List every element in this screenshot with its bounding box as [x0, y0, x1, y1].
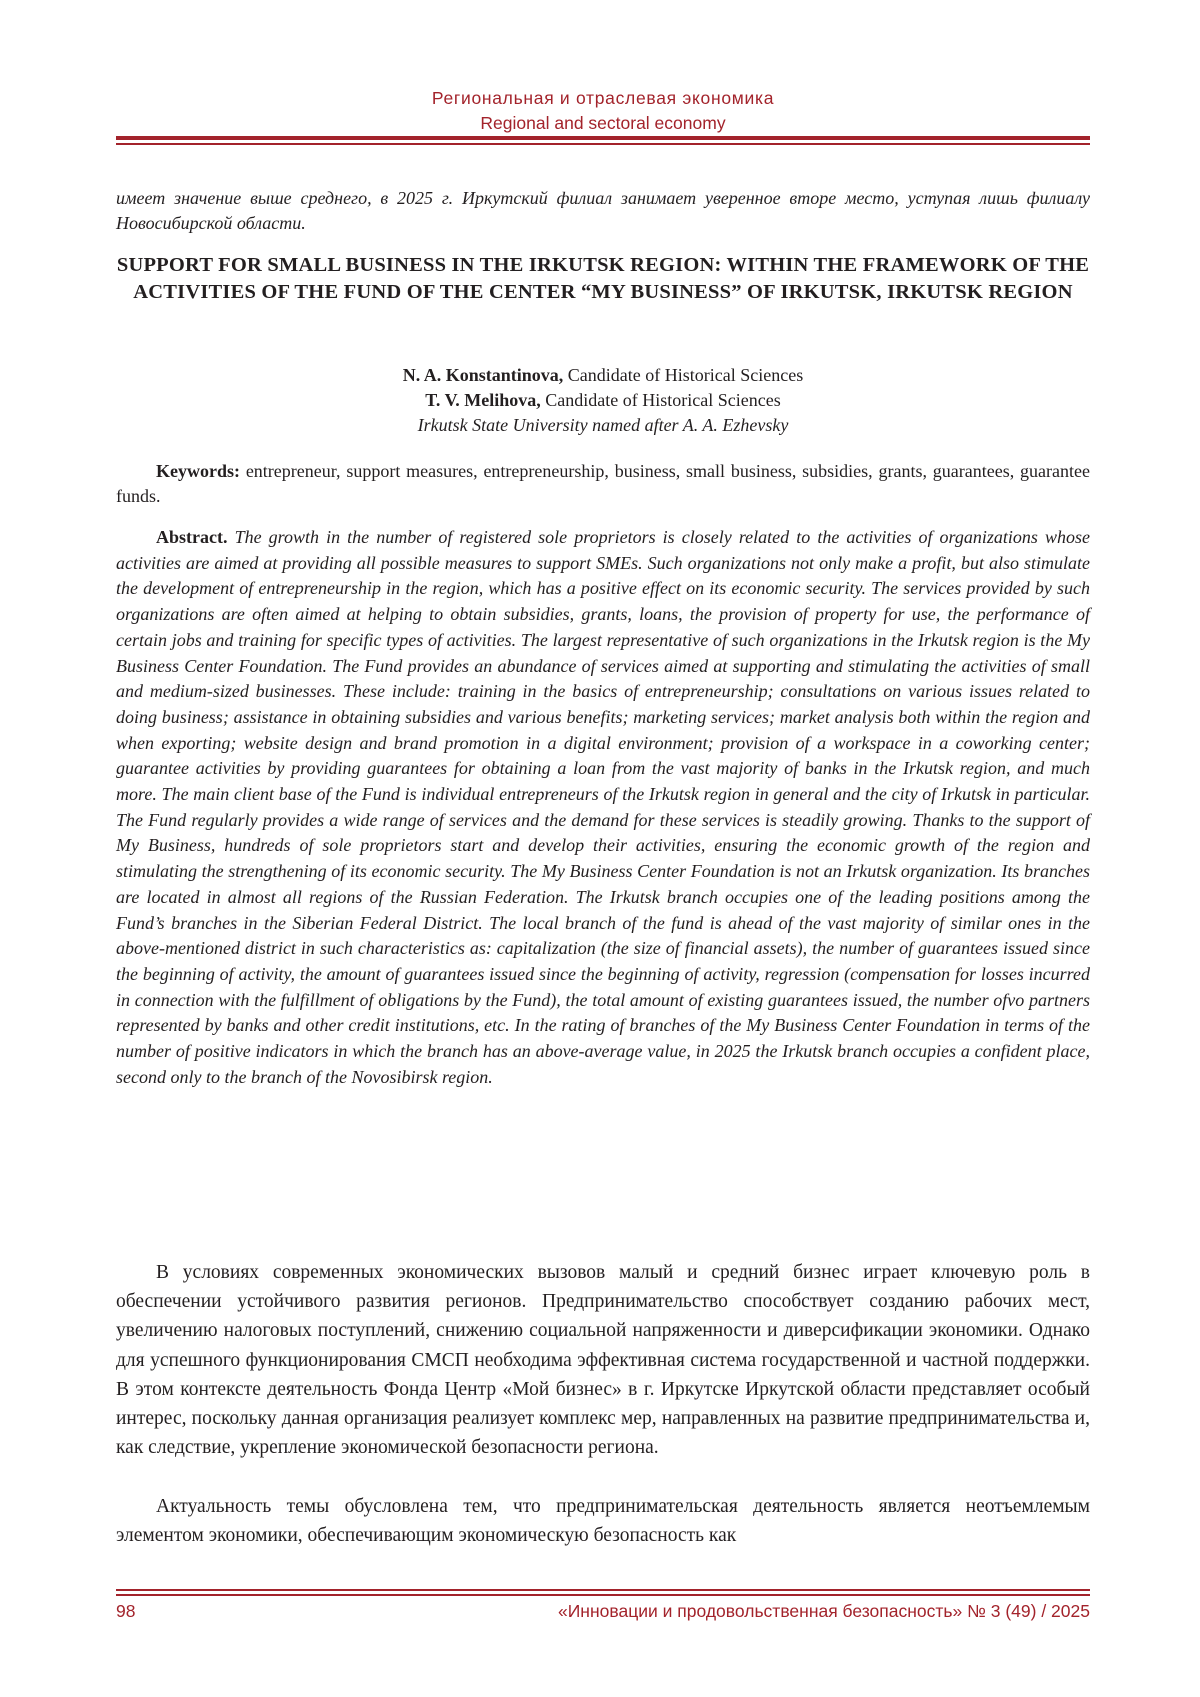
abstract-label: Abstract. — [156, 527, 228, 547]
author-degree: Candidate of Historical Sciences — [563, 365, 804, 385]
running-header-en: Regional and sectoral economy — [480, 113, 726, 133]
keywords-text: entrepreneur, support measures, entrepreneurship, business, small business, subsidies, grants, guarantees, guarantee funds. — [116, 461, 1090, 506]
previous-article-ending: имеет значение выше среднего, в 2025 г. Иркутский филиал занимает уверенное вторе место, уступая лишь филиалу Новосибирской области. — [116, 188, 1090, 233]
author-degree: Candidate of Historical Sciences — [540, 390, 781, 410]
abstract — [116, 525, 1090, 1090]
article-title: SUPPORT FOR SMALL BUSINESS IN THE IRKUTSK REGION: WITHIN THE FRAMEWORK OF THE ACTIVITIES OF THE FUND OF THE CENTER “MY BUSINESS” OF IRKUTSK, IRKUTSK REGION — [116, 254, 1090, 303]
footer-rule-bottom — [116, 1594, 1090, 1596]
author-line — [116, 388, 1090, 413]
running-header-ru: Региональная и отраслевая экономика — [431, 88, 775, 108]
page-number: 98 — [116, 1601, 136, 1621]
abstract-text: The growth in the number of registered sole proprietors is closely related to the activities of organizations whose activities are aimed at providing all possible measures to support SMEs. Such organizations not only make a profit, but also stimulate the development of entrepreneurship in the region, which has a positive effect on its economic security. The services provided by such organizations are often aimed at helping to obtain subsidies, grants, loans, the provision of property for use, the performance of certain jobs and training for specific types of activities. The largest representative of such organizations in the Irkutsk region is the My Business Center Foundation. The Fund provides an abundance of services aimed at supporting and stimulating the activities of small and medium-sized businesses. These include: training in the basics of entrepreneurship; consultations on various issues related to doing business; assistance in obtaining subsidies and various benefits; marketing services; market analysis both within the region and when exporting; website design and brand promotion in a digital environment; provision of a workspace in a coworking center; guarantee activities by providing guarantees for obtaining a loan from the vast majority of banks in the Irkutsk region, and much more. The main client base of the Fund is individual entrepreneurs of the Irkutsk region in general and the city of Irkutsk in particular. The Fund regularly provides a wide range of services and the demand for these services is steadily growing. Thanks to the support of My Business, hundreds of sole proprietors start and develop their activities, ensuring the economic growth of the region and stimulating the strengthening of its economic security. The My Business Center Foundation is not an Irkutsk organization. Its branches are located in almost all regions of the Russian Federation. The Irkutsk branch occupies one of the leading positions among the Fund’s branches in the Siberian Federal District. The local branch of the fund is ahead of the vast majority of similar ones in the above-mentioned district in such characteristics as: capitalization (the size of financial assets), the number of guarantees issued since the beginning of activity, the amount of guarantees issued since the beginning of activity, regression (compensation for losses incurred in connection with the fulfillment of obligations by the Fund), the total amount of existing guarantees issued, the number ofvo partners represented by banks and other credit institutions, etc. In the rating of branches of the My Business Center Foundation in terms of the number of positive indicators in which the branch has an above-average value, in 2025 the Irkutsk branch occupies a confident place, second only to the branch of the Novosibirsk region. — [116, 527, 1090, 1087]
body-paragraph: Актуальность темы обусловлена тем, что предпринимательская деятельность является неотъемлемым элементом экономики, обеспечивающим экономическую безопасность как — [116, 1496, 1090, 1547]
author-name: T. V. Melihova, — [425, 390, 541, 410]
body-paragraph: В условиях современных экономических вызовов малый и средний бизнес играет ключевую роль в обеспечении устойчивого развития регионов. Предпринимательство способствует созданию рабочих мест, увеличению налоговых поступлений, снижению социальной напряженности и диверсификации экономики. Однако для успешного функционирования СМСП необходима эффективная система государственной и частной поддержки. В этом контексте деятельность Фонда Центр «Мой бизнес» в г. Иркутске Иркутской области представляет особый интерес, поскольку данная организация реализует комплекс мер, направленных на развитие предпринимательства и, как следствие, укрепление экономической безопасности региона. — [116, 1262, 1090, 1459]
keywords-label: Keywords: — [156, 461, 240, 481]
header-rule-thin — [116, 143, 1090, 145]
footer-rule-top — [116, 1589, 1090, 1591]
header-rule-thick — [116, 136, 1090, 140]
author-line — [116, 363, 1090, 388]
journal-name: «Инновации и продовольственная безопасность» № 3 (49) / 2025 — [558, 1601, 1090, 1621]
author-name: N. A. Konstantinova, — [402, 365, 564, 385]
affiliation: Irkutsk State University named after A. A. Ezhevsky — [417, 415, 789, 435]
authors-block — [116, 363, 1090, 438]
keywords — [116, 459, 1090, 509]
